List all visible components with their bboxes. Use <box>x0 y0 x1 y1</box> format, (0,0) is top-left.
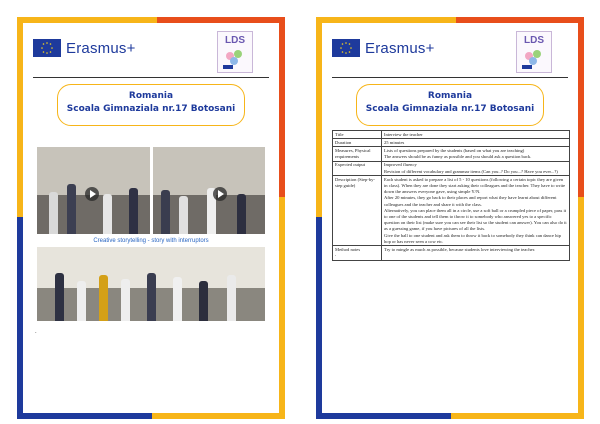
right-page <box>316 17 584 419</box>
row-value: Improved fluency Revision of different vocabulary and grammar items (Can you..? Do you...? Have you ever...?) <box>382 161 570 175</box>
play-icon[interactable] <box>213 187 227 201</box>
lds-logo <box>516 31 552 73</box>
page-mark: . <box>35 329 37 335</box>
photo-caption: Creative storytelling - story with interruptors <box>93 238 209 244</box>
row-value: Try to mingle as much as possible, because students love interviewing the teacher. <box>382 246 570 260</box>
erasmus-logo <box>332 39 435 57</box>
row-key: Title <box>333 131 382 139</box>
frame-bar <box>17 413 152 419</box>
header-rule <box>33 77 269 78</box>
classroom-photo <box>37 147 150 234</box>
school-title: Scoala Gimnaziala nr.17 Botosani <box>365 104 535 114</box>
lds-logo <box>217 31 253 73</box>
classroom-photo <box>37 247 265 321</box>
country-title: Romania <box>128 91 174 101</box>
table-row <box>333 176 570 246</box>
frame-bar <box>316 217 322 419</box>
frame-bar <box>316 17 456 23</box>
erasmus-text: Erasmus+ <box>365 39 435 57</box>
left-page <box>17 17 285 419</box>
frame-bar <box>152 413 285 419</box>
table-row <box>333 147 570 161</box>
row-value: 25 minutes <box>382 139 570 147</box>
classroom-photo <box>153 147 265 234</box>
frame-bar <box>17 17 157 23</box>
lds-logo-text: LDS <box>225 35 245 46</box>
erasmus-text: Erasmus+ <box>66 39 136 57</box>
erasmus-logo <box>33 39 136 57</box>
table-row <box>333 139 570 147</box>
row-key: Method notes . <box>333 246 382 260</box>
frame-bar <box>316 17 322 217</box>
title-box <box>356 84 544 126</box>
frame-bar <box>578 17 584 197</box>
title-box <box>57 84 245 126</box>
frame-bar <box>157 17 285 23</box>
frame-bar <box>17 17 23 217</box>
row-key: Description (Step-by-step guide) <box>333 176 382 246</box>
row-value: Lists of questions prepared by the students (based on what you are teaching) The answers should be as funny as possible and you should ask a question back. <box>382 147 570 161</box>
play-icon[interactable] <box>85 187 99 201</box>
row-key: Expected output <box>333 161 382 175</box>
frame-bar <box>451 413 584 419</box>
row-key: Measures, Physical requirements <box>333 147 382 161</box>
lds-logo-text: LDS <box>524 35 544 46</box>
frame-bar <box>279 197 285 419</box>
eu-flag-icon <box>332 39 360 57</box>
row-key: Duration <box>333 139 382 147</box>
row-value: Interview the teacher <box>382 131 570 139</box>
header-rule <box>332 77 568 78</box>
table-row <box>333 246 570 260</box>
page-mark: . <box>335 253 337 259</box>
lesson-table <box>332 130 570 261</box>
row-value: Each student is asked to prepare a list of 5 - 10 questions (following a certain topic they are given in class). When they are done they start asking their colleagues and the teacher. They have to write down the answers everyone gave, using simple Y/N. After 20 minutes, they go back to their places and report what they have learnt about different colleagues and the teacher and share it with the class. Alternatively, you can place them all in a circle, use a soft ball or a crumpled piece of paper, pass it to one of the students and tell them to throw it to somebody who answered yes to a specific question on their list (make sure you can see their list so the student can answer). You can also do it as a guessing game, if you have pictures of all the lists. Give the ball to one student and ask them to throw it back to somebody they think can dance hip hop or has never seen a cow etc. <box>382 176 570 246</box>
school-title: Scoala Gimnaziala nr.17 Botosani <box>66 104 236 114</box>
country-title: Romania <box>427 91 473 101</box>
frame-bar <box>316 413 451 419</box>
frame-bar <box>17 217 23 419</box>
table-row <box>333 131 570 139</box>
frame-bar <box>578 197 584 419</box>
table-row <box>333 161 570 175</box>
frame-bar <box>279 17 285 197</box>
eu-flag-icon <box>33 39 61 57</box>
frame-bar <box>456 17 584 23</box>
